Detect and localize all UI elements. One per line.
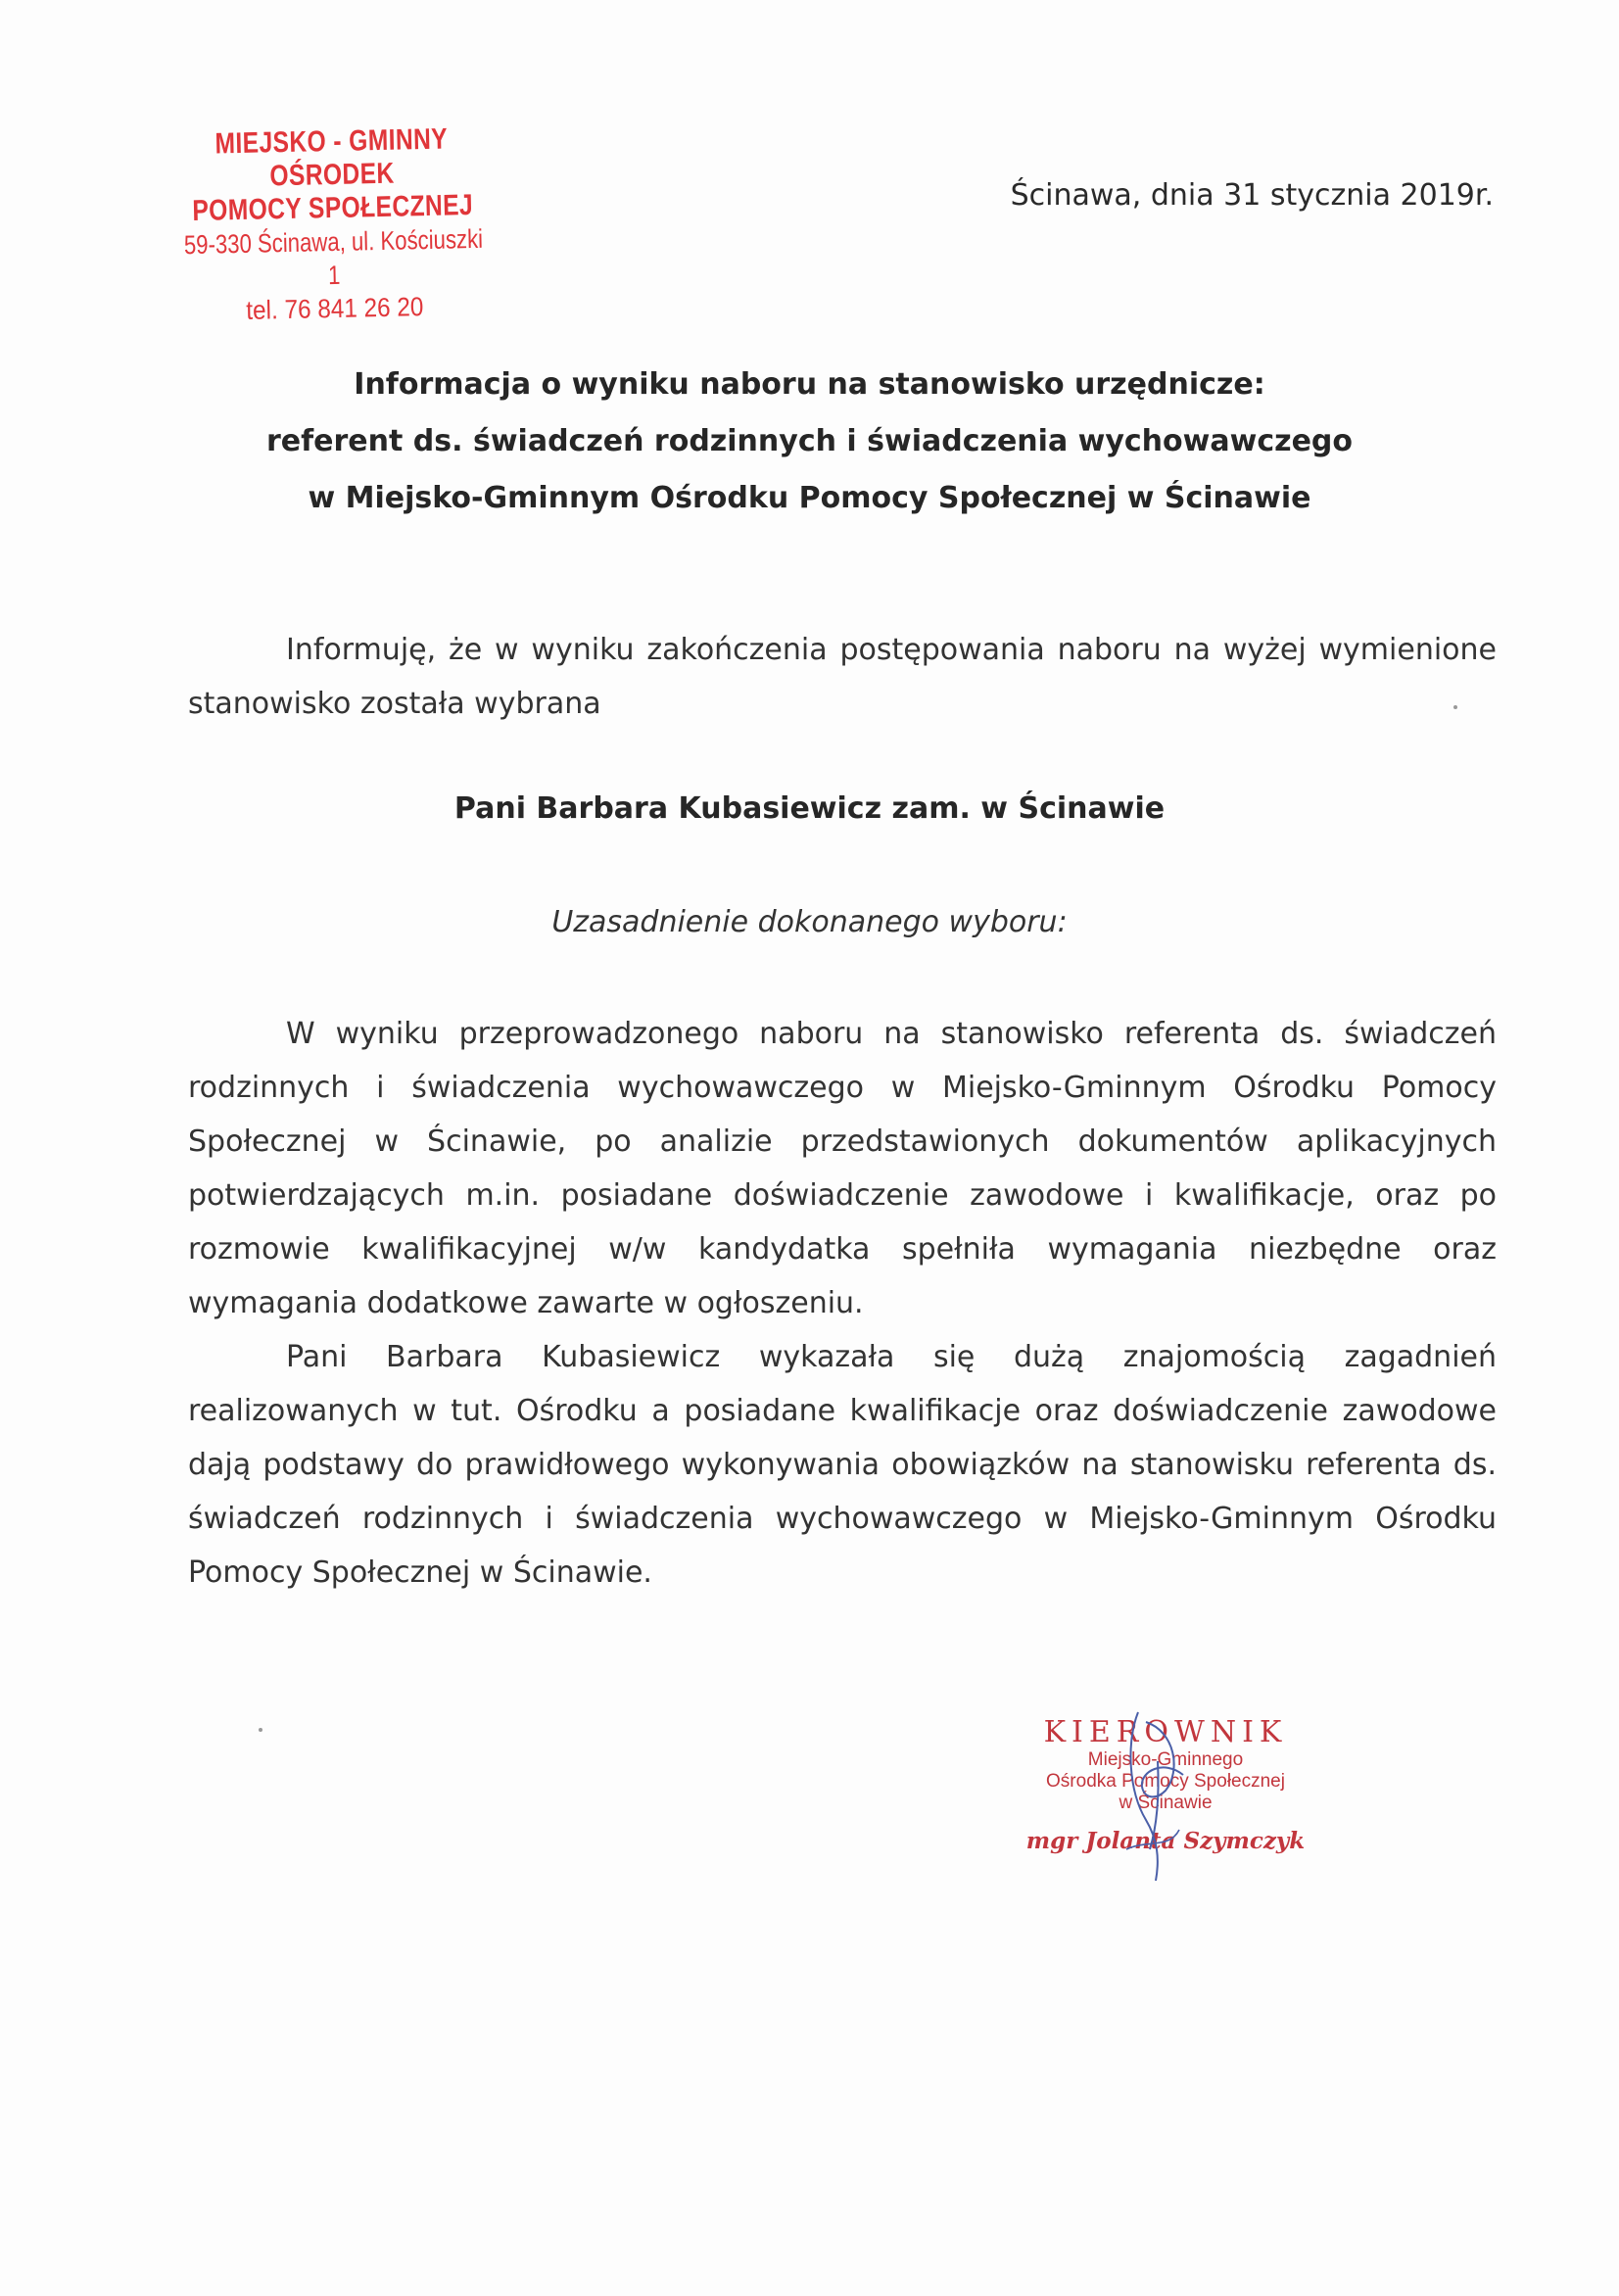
- title-line-3: w Miejsko-Gminnym Ośrodku Pomocy Społecznej w Ścinawie: [308, 481, 1311, 515]
- director-org-line-2: Ośrodka Pomocy Społecznej: [1046, 1771, 1285, 1792]
- stamp-line-name: MIEJSKO - GMINNY OŚRODEK: [214, 122, 449, 193]
- director-title: KIEROWNIK: [1043, 1715, 1288, 1749]
- director-name: mgr Jolanta Szymczyk: [1025, 1828, 1306, 1854]
- institution-stamp: [145, 121, 521, 329]
- justification-paragraph-2: Pani Barbara Kubasiewicz wykazała się dużą znajomością zagadnień realizowanych w tut. Ośrodku a posiadane kwalifikacje oraz doświadczenie zawodowe dają podstawy do prawidłowego wykonywania obowiązków na stanowisku referenta ds. świadczeń rodzinnych i świadczenia wychowawczego w Miejsko-Gminnym Ośrodku Pomocy Społecznej w Ścinawie.: [188, 1340, 1497, 1590]
- director-org-line-1: Miejsko-Gminnego: [1087, 1749, 1244, 1770]
- director-org-line-3: w Ścinawie: [1119, 1793, 1213, 1813]
- stamp-line-name-2: POMOCY SPOŁECZNEJ: [192, 189, 474, 228]
- justification-paragraph-1: W wyniku przeprowadzonego naboru na stanowisko referenta ds. świadczeń rodzinnych i świadczenia wychowawczego w Miejsko-Gminnym Ośrodku Pomocy Społecznej w Ścinawie, po analizie przedstawionych dokumentów aplikacyjnych potwierdzających m.in. posiadane doświadczenie zawodowe i kwalifikacje, oraz po rozmowie kwalifikacyjnej w/w kandydatka spełniła wymagania niezbędne oraz wymagania dodatkowe zawarte w ogłoszeniu.: [188, 1017, 1497, 1320]
- chosen-candidate: Pani Barbara Kubasiewicz zam. w Ścinawie: [453, 791, 1166, 826]
- document-date: Ścinawa, dnia 31 stycznia 2019r.: [1010, 178, 1494, 213]
- stamp-line-address: 59-330 Ścinawa, ul. Kościuszki 1: [183, 223, 484, 291]
- intro-paragraph: Informuję, że w wyniku zakończenia postępowania naboru na wyżej wymienione stanowisko została wybrana: [188, 633, 1497, 721]
- title-line-1: Informacja o wyniku naboru na stanowisko urzędnicze:: [354, 367, 1265, 402]
- scan-speck: [259, 1728, 262, 1732]
- justification-heading: Uzasadnienie dokonanego wyboru:: [551, 905, 1068, 939]
- title-line-2: referent ds. świadczeń rodzinnych i świadczenia wychowawczego: [265, 424, 1354, 458]
- document-title: [0, 357, 1619, 527]
- scan-speck: [1453, 705, 1457, 709]
- stamp-line-phone: tel. 76 841 26 20: [246, 292, 424, 325]
- director-stamp: [1019, 1716, 1312, 1855]
